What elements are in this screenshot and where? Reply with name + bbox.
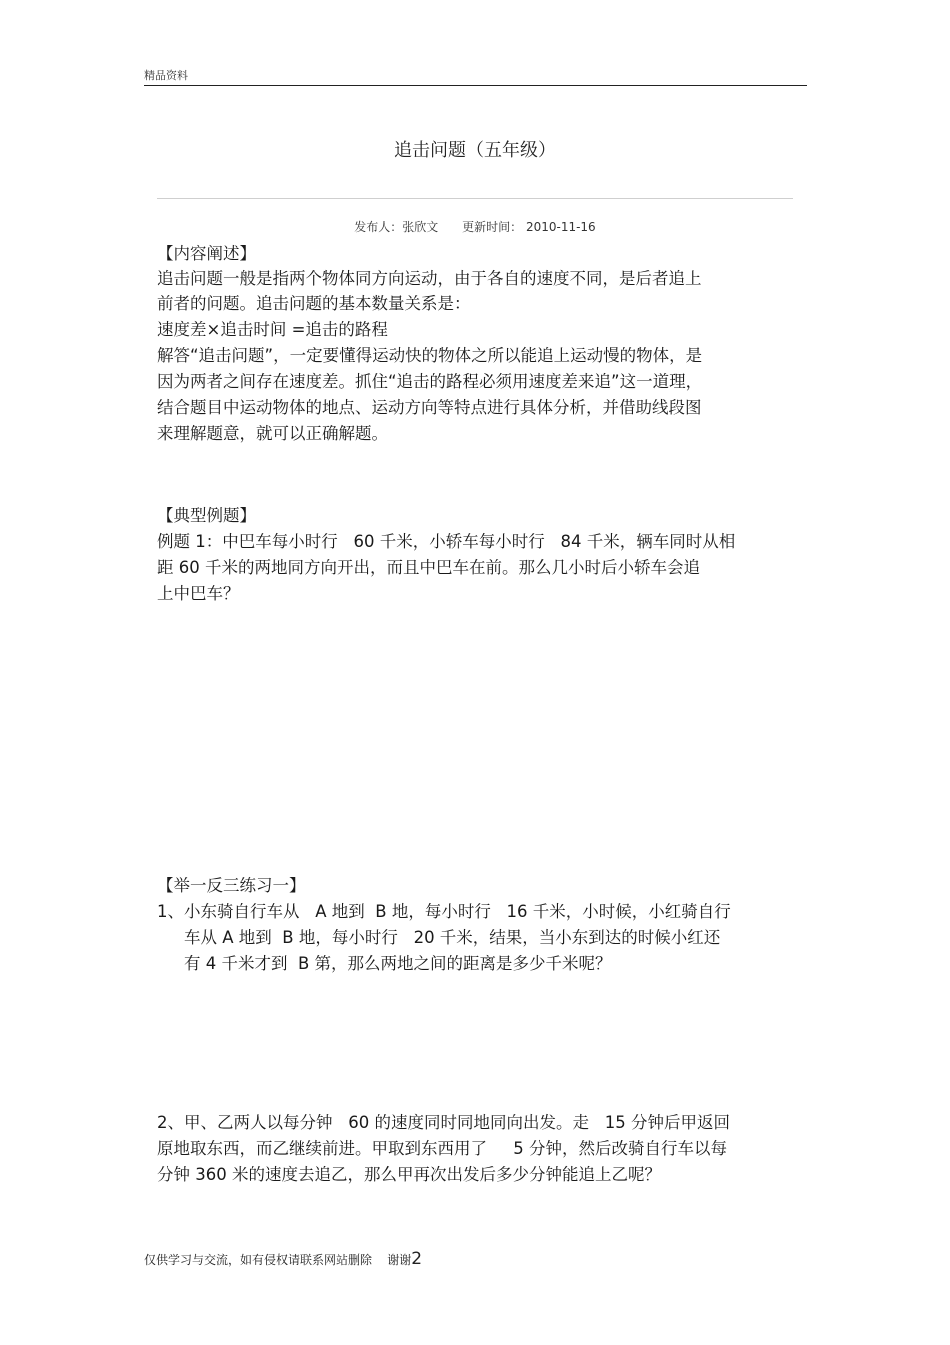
practice-heading: 【举一反三练习一】 <box>157 876 306 895</box>
publish-meta <box>0 218 950 235</box>
header-label: 精品资料 <box>144 69 188 82</box>
example-line: 上中巴车？ <box>157 584 240 603</box>
intro-line: 解答“追击问题”，一定要懂得运动快的物体之所以能追上运动慢的物体，是 <box>157 346 703 365</box>
update-time: 更新时间： 2010-11-16 <box>462 220 596 234</box>
example-heading: 【典型例题】 <box>157 506 256 525</box>
example-line: 例题 1：中巴车每小时行 60 千米，小轿车每小时行 84 千米，辆车同时从相 <box>157 532 736 551</box>
document-title: 追击问题（五年级） <box>394 140 556 161</box>
question-1-line: 1、小东骑自行车从 A 地到 B 地，每小时行 16 千米，小时候，小红骑自行 <box>157 902 731 921</box>
intro-formula: 速度差×追击时间 =追击的路程 <box>157 320 388 339</box>
title-divider <box>157 198 793 199</box>
question-2-line: 分钟 360 米的速度去追乙，那么甲再次出发后多少分钟能追上乙呢？ <box>157 1165 661 1184</box>
intro-line: 因为两者之间存在速度差。抓住“追击的路程必须用速度差来追”这一道理， <box>157 372 703 391</box>
page-number: 2 <box>411 1249 423 1269</box>
header-divider <box>144 85 807 86</box>
footer-note: 仅供学习与交流，如有侵权请联系网站删除 谢谢 <box>144 1253 412 1267</box>
footer <box>144 1249 422 1269</box>
question-1-line: 有 4 千米才到 B 第，那么两地之间的距离是多少千米呢？ <box>184 954 612 973</box>
intro-line: 前者的问题。追击问题的基本数量关系是： <box>157 294 471 313</box>
publisher: 发布人：张欣文 <box>354 220 439 234</box>
question-1-line: 车从 A 地到 B 地，每小时行 20 千米，结果，当小东到达的时候小红还 <box>184 928 721 947</box>
intro-heading: 【内容阐述】 <box>157 244 256 263</box>
intro-line: 结合题目中运动物体的地点、运动方向等特点进行具体分析，并借助线段图 <box>157 398 702 417</box>
intro-line: 来理解题意，就可以正确解题。 <box>157 424 388 443</box>
intro-line: 追击问题一般是指两个物体同方向运动，由于各自的速度不同，是后者追上 <box>157 269 702 288</box>
question-2-line: 原地取东西，而乙继续前进。甲取到东西用了 5 分钟，然后改骑自行车以每 <box>157 1139 727 1158</box>
question-2-line: 2、甲、乙两人以每分钟 60 的速度同时同地同向出发。走 15 分钟后甲返回 <box>157 1113 730 1132</box>
example-line: 距 60 千米的两地同方向开出，而且中巴车在前。那么几小时后小轿车会追 <box>157 558 700 577</box>
